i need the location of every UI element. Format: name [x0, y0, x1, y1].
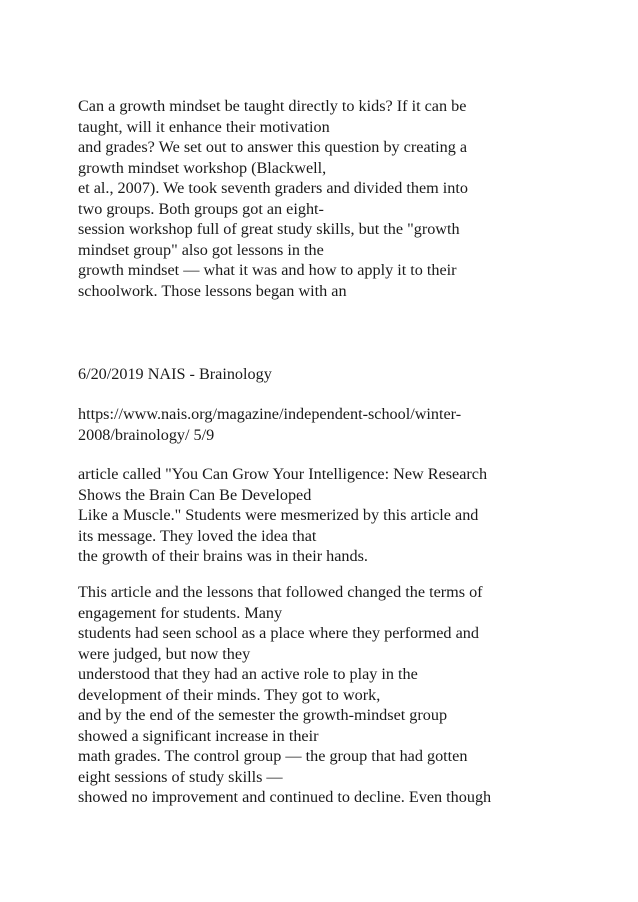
- text-line: the growth of their brains was in their hands.: [78, 547, 368, 565]
- print-url: [78, 404, 598, 445]
- text-line: eight sessions of study skills —: [78, 767, 283, 786]
- text-line: schoolwork. Those lessons began with an: [78, 281, 347, 300]
- print-header: [78, 364, 598, 385]
- text-line: development of their minds. They got to work,: [78, 685, 381, 704]
- text-line: were judged, but now they: [78, 644, 251, 663]
- text-line: Shows the Brain Can Be Developed: [78, 485, 312, 504]
- text-line: engagement for students. Many: [78, 603, 283, 622]
- print-date-title: 6/20/2019 NAIS - Brainology: [78, 365, 272, 383]
- url-line: https://www.nais.org/magazine/independent-school/winter-: [78, 405, 462, 423]
- text-line: article called "You Can Grow Your Intelligence: New Research: [78, 465, 488, 483]
- text-line: session workshop full of great study skills, but the "growth: [78, 220, 460, 238]
- text-line: showed no improvement and continued to decline. Even though: [78, 788, 492, 806]
- text-line: its message. They loved the idea that: [78, 526, 317, 545]
- text-line: two groups. Both groups got an eight-: [78, 199, 324, 218]
- text-line: growth mindset — what it was and how to apply it to their: [78, 261, 457, 279]
- text-line: understood that they had an active role to play in the: [78, 665, 418, 683]
- text-line: Like a Muscle." Students were mesmerized by this article and: [78, 506, 479, 524]
- text-line: and grades? We set out to answer this question by creating a: [78, 138, 468, 156]
- paragraph-workshop-intro: [78, 96, 598, 301]
- text-line: students had seen school as a place where they performed and: [78, 624, 479, 642]
- text-line: mindset group" also got lessons in the: [78, 240, 324, 259]
- text-line: taught, will it enhance their motivation: [78, 117, 330, 136]
- paragraph-results: [78, 582, 598, 808]
- text-line: This article and the lessons that followed changed the terms of: [78, 583, 483, 601]
- url-line: 2008/brainology/ 5/9: [78, 425, 215, 444]
- text-line: and by the end of the semester the growth-mindset group: [78, 706, 448, 724]
- text-line: math grades. The control group — the group that had gotten: [78, 747, 468, 765]
- text-line: showed a significant increase in their: [78, 726, 319, 745]
- text-line: et al., 2007). We took seventh graders and divided them into: [78, 179, 468, 197]
- paragraph-article: [78, 464, 598, 567]
- text-line: Can a growth mindset be taught directly to kids? If it can be: [78, 97, 467, 115]
- text-line: growth mindset workshop (Blackwell,: [78, 158, 327, 177]
